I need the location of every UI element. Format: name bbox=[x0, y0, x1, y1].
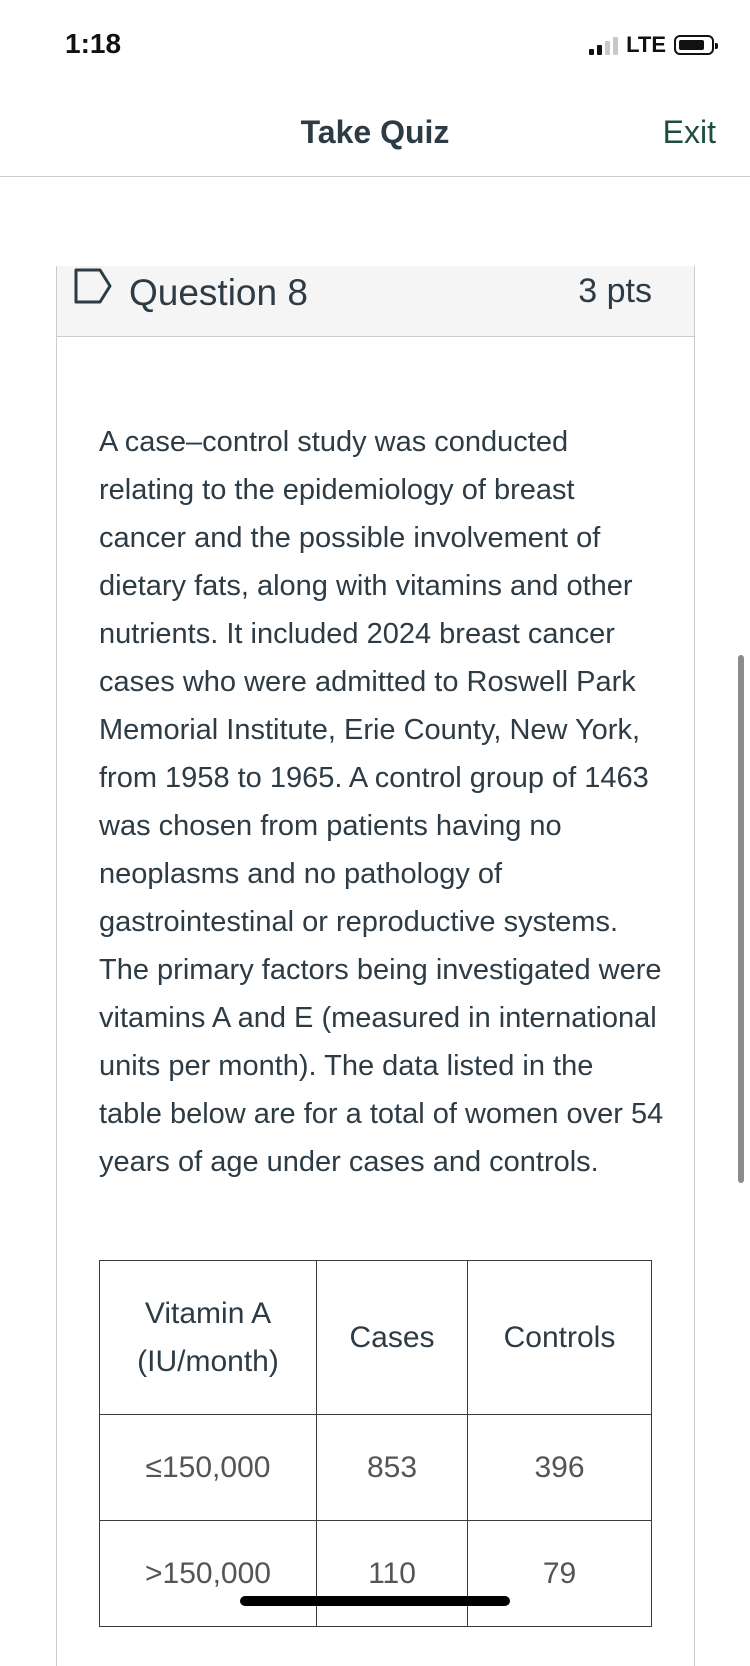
home-indicator[interactable] bbox=[240, 1596, 510, 1606]
cell-level: >150,000 bbox=[100, 1521, 317, 1627]
vitamin-a-table bbox=[99, 1260, 652, 1627]
status-indicators bbox=[589, 32, 714, 58]
cellular-signal-icon bbox=[589, 35, 618, 55]
header-vitamin-a-line2: (IU/month) bbox=[137, 1344, 279, 1378]
status-time: 1:18 bbox=[65, 28, 122, 59]
flag-outline-icon[interactable] bbox=[73, 268, 113, 304]
nav-bar bbox=[0, 90, 750, 177]
question-text: A case–control study was conducted relating to the epidemiology of breast cancer and the possible involvement of dietary fats, along with vitamins and other nutrients. It included 2024 breast cancer cases who were admitted to Roswell Park Memorial Institute, Erie County, New York, from 1958 to 1965. A control group of 1463 was chosen from patients having no neoplasms and no pathology of gastrointestinal or reproductive systems. The primary factors being investigated were vitamins A and E (measured in international units per month). The data listed in the table below are for a total of women over 54 years of age under cases and controls. bbox=[99, 426, 664, 1178]
battery-icon bbox=[674, 35, 714, 55]
cell-cases: 110 bbox=[317, 1521, 468, 1627]
page-title: Take Quiz bbox=[300, 114, 450, 150]
header-vitamin-a bbox=[100, 1261, 317, 1415]
scrollbar[interactable] bbox=[738, 655, 744, 1183]
question-title: Question 8 bbox=[129, 272, 308, 313]
question-header bbox=[57, 266, 694, 337]
cell-level: ≤150,000 bbox=[100, 1415, 317, 1521]
header-vitamin-a-line1: Vitamin A bbox=[144, 1296, 272, 1330]
question-points: 3 pts bbox=[578, 272, 652, 310]
cell-controls: 396 bbox=[468, 1415, 652, 1521]
cell-controls: 79 bbox=[468, 1521, 652, 1627]
table-row bbox=[100, 1521, 652, 1627]
status-bar bbox=[0, 0, 750, 90]
table-header-row bbox=[100, 1261, 652, 1415]
network-type: LTE bbox=[626, 32, 666, 57]
header-cases: Cases bbox=[317, 1261, 468, 1415]
question-card bbox=[56, 266, 695, 1666]
cell-cases: 853 bbox=[317, 1415, 468, 1521]
exit-button[interactable]: Exit bbox=[662, 114, 716, 150]
table-row bbox=[100, 1415, 652, 1521]
header-controls: Controls bbox=[468, 1261, 652, 1415]
